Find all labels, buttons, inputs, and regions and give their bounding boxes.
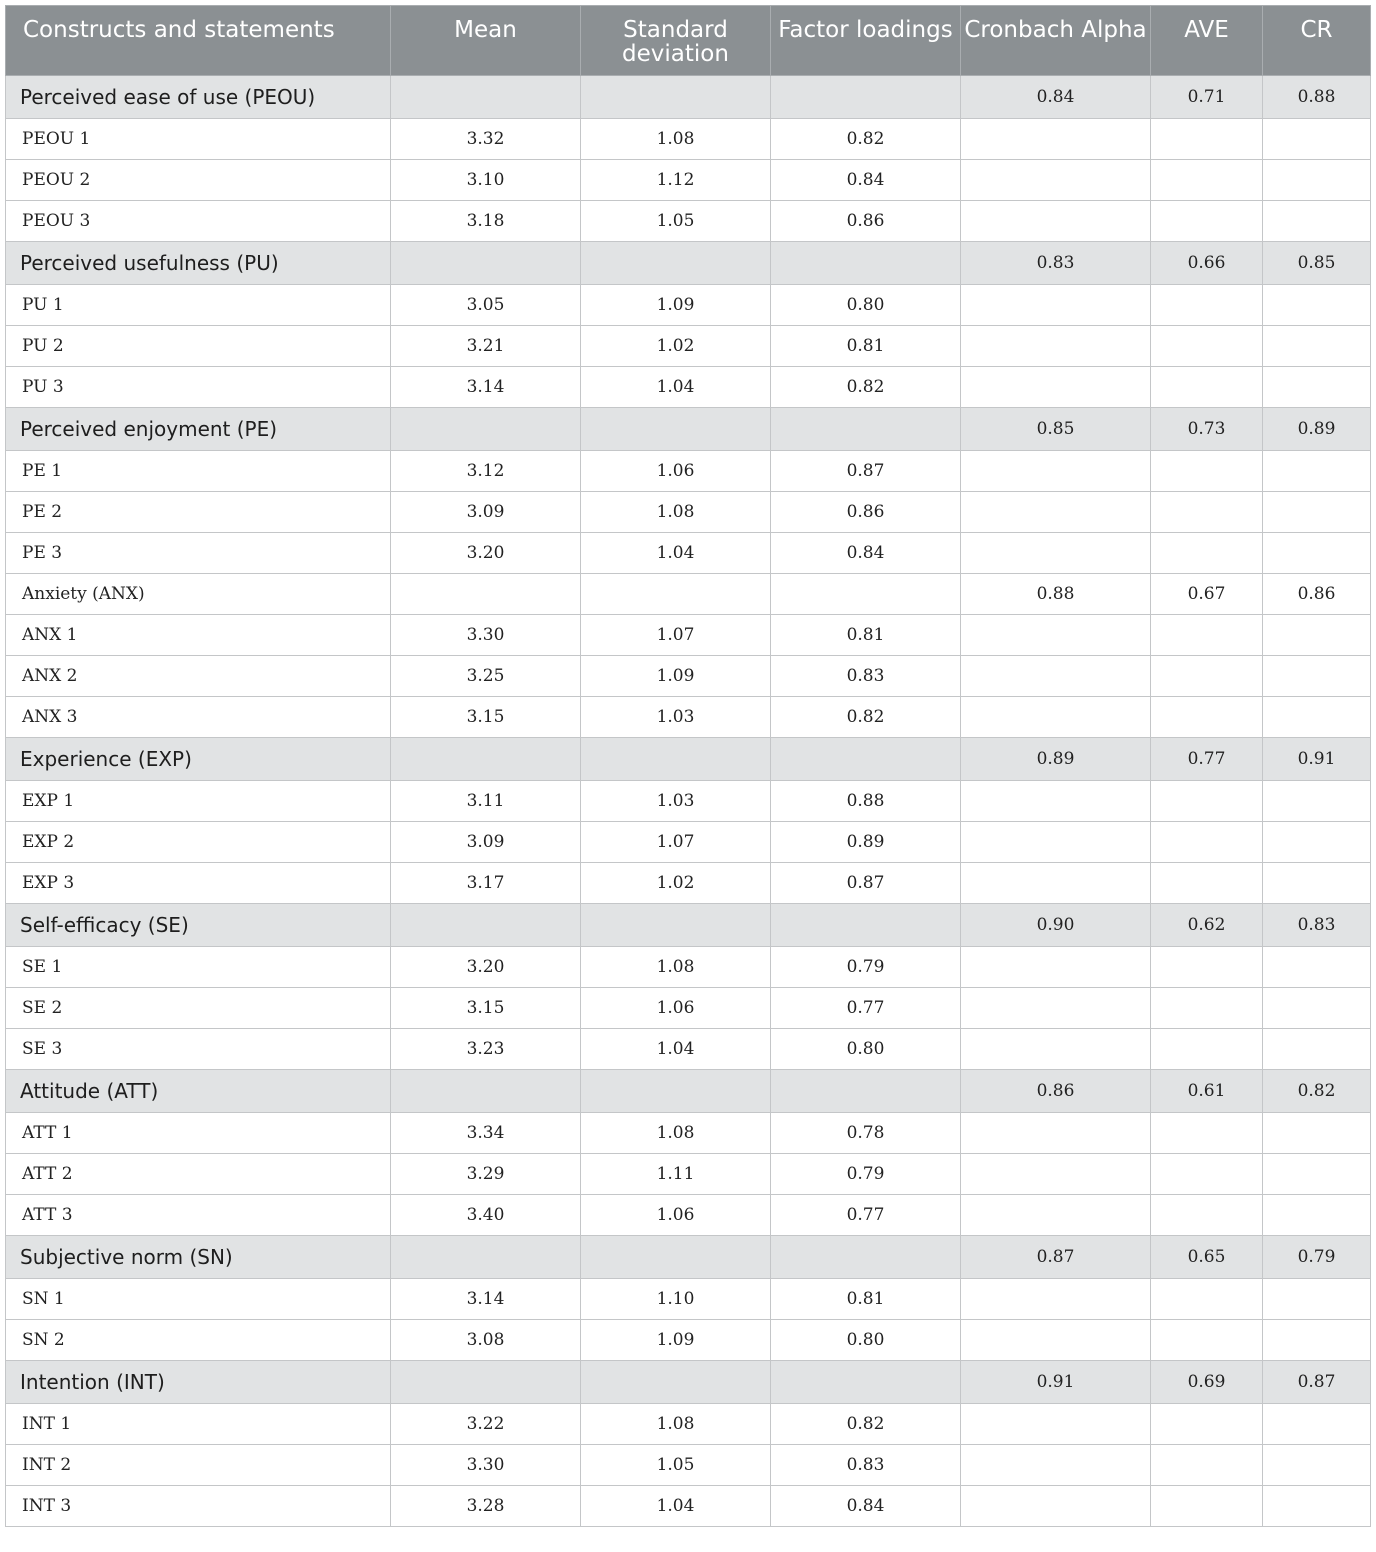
- factor-loading-cell: [771, 1070, 961, 1113]
- ave-cell: [1151, 656, 1263, 697]
- ave-cell: [1151, 367, 1263, 408]
- label-cell: Subjective norm (SN): [6, 1236, 391, 1279]
- sd-cell: 1.08: [581, 119, 771, 160]
- mean-cell: 3.29: [391, 1154, 581, 1195]
- alpha-cell: [961, 822, 1151, 863]
- label-cell: PU 1: [6, 285, 391, 326]
- mean-cell: 3.15: [391, 697, 581, 738]
- label-cell: EXP 3: [6, 863, 391, 904]
- factor-loading-cell: [771, 76, 961, 119]
- cr-cell: [1263, 1029, 1371, 1070]
- label-cell: PE 2: [6, 492, 391, 533]
- alpha-cell: 0.90: [961, 904, 1151, 947]
- alpha-cell: [961, 201, 1151, 242]
- sd-cell: [581, 76, 771, 119]
- factor-loading-cell: 0.83: [771, 656, 961, 697]
- label-cell: INT 3: [6, 1486, 391, 1527]
- alpha-cell: [961, 781, 1151, 822]
- item-row: [6, 119, 1371, 160]
- factor-loading-cell: 0.77: [771, 1195, 961, 1236]
- item-row: [6, 1029, 1371, 1070]
- label-cell: PU 2: [6, 326, 391, 367]
- alpha-cell: [961, 1029, 1151, 1070]
- item-row: [6, 1486, 1371, 1527]
- mean-cell: 3.15: [391, 988, 581, 1029]
- cr-cell: [1263, 988, 1371, 1029]
- label-cell: SE 1: [6, 947, 391, 988]
- mean-cell: 3.21: [391, 326, 581, 367]
- sd-cell: 1.04: [581, 533, 771, 574]
- mean-cell: [391, 574, 581, 615]
- factor-loading-cell: 0.77: [771, 988, 961, 1029]
- sd-cell: 1.06: [581, 451, 771, 492]
- alpha-cell: [961, 988, 1151, 1029]
- label-cell: INT 2: [6, 1445, 391, 1486]
- factor-loading-cell: [771, 242, 961, 285]
- ave-cell: [1151, 863, 1263, 904]
- sd-cell: 1.02: [581, 326, 771, 367]
- alpha-cell: [961, 697, 1151, 738]
- mean-cell: 3.17: [391, 863, 581, 904]
- cr-cell: 0.87: [1263, 1361, 1371, 1404]
- sd-cell: 1.11: [581, 1154, 771, 1195]
- ave-cell: [1151, 1279, 1263, 1320]
- item-row: [6, 326, 1371, 367]
- sd-cell: [581, 242, 771, 285]
- mean-cell: 3.12: [391, 451, 581, 492]
- factor-loading-cell: 0.82: [771, 367, 961, 408]
- header-standard-deviation: Standard deviation: [581, 6, 771, 76]
- ave-cell: [1151, 781, 1263, 822]
- factor-loading-cell: 0.88: [771, 781, 961, 822]
- ave-cell: [1151, 492, 1263, 533]
- constructs-table: [5, 5, 1371, 1527]
- item-row: [6, 988, 1371, 1029]
- factor-loading-cell: 0.81: [771, 326, 961, 367]
- table-body: [6, 76, 1371, 1527]
- label-cell: PEOU 2: [6, 160, 391, 201]
- sd-cell: 1.04: [581, 367, 771, 408]
- sd-cell: [581, 408, 771, 451]
- cr-cell: [1263, 451, 1371, 492]
- mean-cell: [391, 1236, 581, 1279]
- item-row: [6, 697, 1371, 738]
- construct-row: [6, 242, 1371, 285]
- cr-cell: [1263, 1195, 1371, 1236]
- ave-cell: [1151, 947, 1263, 988]
- header-row: [6, 6, 1371, 76]
- item-row: [6, 492, 1371, 533]
- cr-cell: 0.86: [1263, 574, 1371, 615]
- label-cell: Experience (EXP): [6, 738, 391, 781]
- cr-cell: [1263, 201, 1371, 242]
- sd-cell: 1.03: [581, 781, 771, 822]
- item-row: [6, 822, 1371, 863]
- item-row: [6, 201, 1371, 242]
- cr-cell: [1263, 533, 1371, 574]
- item-row: [6, 781, 1371, 822]
- alpha-cell: [961, 1404, 1151, 1445]
- label-cell: SN 2: [6, 1320, 391, 1361]
- ave-cell: 0.73: [1151, 408, 1263, 451]
- alpha-cell: 0.88: [961, 574, 1151, 615]
- cr-cell: 0.89: [1263, 408, 1371, 451]
- cr-cell: [1263, 492, 1371, 533]
- alpha-cell: 0.87: [961, 1236, 1151, 1279]
- cr-cell: [1263, 1113, 1371, 1154]
- factor-loading-cell: 0.86: [771, 201, 961, 242]
- sd-cell: [581, 1070, 771, 1113]
- cr-cell: [1263, 119, 1371, 160]
- ave-cell: 0.66: [1151, 242, 1263, 285]
- alpha-cell: [961, 615, 1151, 656]
- factor-loading-cell: 0.78: [771, 1113, 961, 1154]
- sd-cell: [581, 738, 771, 781]
- ave-cell: [1151, 119, 1263, 160]
- sd-cell: [581, 574, 771, 615]
- sd-cell: 1.07: [581, 822, 771, 863]
- factor-loading-cell: 0.89: [771, 822, 961, 863]
- mean-cell: 3.28: [391, 1486, 581, 1527]
- label-cell: INT 1: [6, 1404, 391, 1445]
- mean-cell: 3.30: [391, 1445, 581, 1486]
- ave-cell: [1151, 201, 1263, 242]
- alpha-cell: [961, 863, 1151, 904]
- sd-cell: 1.08: [581, 1113, 771, 1154]
- item-row: [6, 615, 1371, 656]
- alpha-cell: [961, 119, 1151, 160]
- label-cell: ANX 3: [6, 697, 391, 738]
- alpha-cell: [961, 1445, 1151, 1486]
- cr-cell: 0.82: [1263, 1070, 1371, 1113]
- factor-loading-cell: 0.79: [771, 947, 961, 988]
- factor-loading-cell: 0.84: [771, 1486, 961, 1527]
- alpha-cell: 0.83: [961, 242, 1151, 285]
- cr-cell: [1263, 1320, 1371, 1361]
- sd-cell: 1.06: [581, 988, 771, 1029]
- sd-cell: 1.08: [581, 1404, 771, 1445]
- sd-cell: 1.08: [581, 492, 771, 533]
- factor-loading-cell: 0.82: [771, 697, 961, 738]
- ave-cell: 0.71: [1151, 76, 1263, 119]
- label-cell: PU 3: [6, 367, 391, 408]
- item-row: [6, 1195, 1371, 1236]
- ave-cell: 0.65: [1151, 1236, 1263, 1279]
- construct-row: [6, 1070, 1371, 1113]
- alpha-cell: [961, 285, 1151, 326]
- cr-cell: [1263, 947, 1371, 988]
- alpha-cell: [961, 947, 1151, 988]
- alpha-cell: [961, 451, 1151, 492]
- mean-cell: [391, 1070, 581, 1113]
- ave-cell: 0.61: [1151, 1070, 1263, 1113]
- item-row: [6, 1279, 1371, 1320]
- construct-row: [6, 1361, 1371, 1404]
- factor-loading-cell: 0.87: [771, 451, 961, 492]
- cr-cell: 0.85: [1263, 242, 1371, 285]
- cr-cell: [1263, 1279, 1371, 1320]
- ave-cell: [1151, 822, 1263, 863]
- item-row: [6, 1404, 1371, 1445]
- sd-cell: 1.08: [581, 947, 771, 988]
- alpha-cell: 0.84: [961, 76, 1151, 119]
- mean-cell: 3.14: [391, 367, 581, 408]
- label-cell: PEOU 1: [6, 119, 391, 160]
- item-row: [6, 1154, 1371, 1195]
- ave-cell: 0.62: [1151, 904, 1263, 947]
- cr-cell: [1263, 1154, 1371, 1195]
- ave-cell: [1151, 1445, 1263, 1486]
- cr-cell: [1263, 781, 1371, 822]
- construct-row: [6, 574, 1371, 615]
- item-row: [6, 656, 1371, 697]
- sd-cell: 1.12: [581, 160, 771, 201]
- mean-cell: 3.34: [391, 1113, 581, 1154]
- factor-loading-cell: 0.83: [771, 1445, 961, 1486]
- cr-cell: [1263, 1486, 1371, 1527]
- label-cell: Perceived ease of use (PEOU): [6, 76, 391, 119]
- factor-loading-cell: [771, 1361, 961, 1404]
- item-row: [6, 533, 1371, 574]
- sd-cell: 1.06: [581, 1195, 771, 1236]
- ave-cell: [1151, 1320, 1263, 1361]
- ave-cell: [1151, 1195, 1263, 1236]
- item-row: [6, 367, 1371, 408]
- header-constructs: Constructs and statements: [6, 6, 391, 76]
- sd-cell: 1.07: [581, 615, 771, 656]
- mean-cell: 3.32: [391, 119, 581, 160]
- factor-loading-cell: 0.84: [771, 160, 961, 201]
- construct-row: [6, 1236, 1371, 1279]
- cr-cell: 0.83: [1263, 904, 1371, 947]
- sd-cell: [581, 1236, 771, 1279]
- mean-cell: 3.05: [391, 285, 581, 326]
- mean-cell: [391, 738, 581, 781]
- mean-cell: 3.09: [391, 492, 581, 533]
- mean-cell: 3.22: [391, 1404, 581, 1445]
- sd-cell: 1.09: [581, 285, 771, 326]
- mean-cell: 3.20: [391, 533, 581, 574]
- label-cell: PEOU 3: [6, 201, 391, 242]
- construct-row: [6, 408, 1371, 451]
- factor-loading-cell: [771, 738, 961, 781]
- cr-cell: [1263, 1404, 1371, 1445]
- factor-loading-cell: 0.80: [771, 1029, 961, 1070]
- alpha-cell: [961, 1113, 1151, 1154]
- item-row: [6, 1445, 1371, 1486]
- alpha-cell: [961, 656, 1151, 697]
- ave-cell: [1151, 697, 1263, 738]
- sd-cell: 1.02: [581, 863, 771, 904]
- construct-row: [6, 738, 1371, 781]
- alpha-cell: [961, 533, 1151, 574]
- mean-cell: 3.08: [391, 1320, 581, 1361]
- label-cell: EXP 1: [6, 781, 391, 822]
- ave-cell: 0.77: [1151, 738, 1263, 781]
- header-cronbach-alpha: Cronbach Alpha: [961, 6, 1151, 76]
- factor-loading-cell: 0.79: [771, 1154, 961, 1195]
- cr-cell: [1263, 1445, 1371, 1486]
- factor-loading-cell: [771, 904, 961, 947]
- mean-cell: 3.18: [391, 201, 581, 242]
- label-cell: Attitude (ATT): [6, 1070, 391, 1113]
- mean-cell: [391, 1361, 581, 1404]
- mean-cell: 3.14: [391, 1279, 581, 1320]
- alpha-cell: [961, 492, 1151, 533]
- factor-loading-cell: 0.82: [771, 119, 961, 160]
- mean-cell: [391, 76, 581, 119]
- label-cell: EXP 2: [6, 822, 391, 863]
- sd-cell: 1.05: [581, 1445, 771, 1486]
- sd-cell: 1.03: [581, 697, 771, 738]
- ave-cell: [1151, 1029, 1263, 1070]
- mean-cell: 3.40: [391, 1195, 581, 1236]
- alpha-cell: [961, 367, 1151, 408]
- ave-cell: 0.67: [1151, 574, 1263, 615]
- ave-cell: [1151, 326, 1263, 367]
- mean-cell: 3.11: [391, 781, 581, 822]
- sd-cell: [581, 904, 771, 947]
- item-row: [6, 285, 1371, 326]
- label-cell: SE 3: [6, 1029, 391, 1070]
- label-cell: ATT 3: [6, 1195, 391, 1236]
- table-container: [5, 5, 1371, 1527]
- cr-cell: [1263, 160, 1371, 201]
- alpha-cell: 0.91: [961, 1361, 1151, 1404]
- ave-cell: [1151, 451, 1263, 492]
- factor-loading-cell: 0.81: [771, 615, 961, 656]
- sd-cell: [581, 1361, 771, 1404]
- factor-loading-cell: 0.80: [771, 1320, 961, 1361]
- label-cell: Self-efficacy (SE): [6, 904, 391, 947]
- factor-loading-cell: 0.84: [771, 533, 961, 574]
- alpha-cell: [961, 1279, 1151, 1320]
- header-factor-loadings: Factor loadings: [771, 6, 961, 76]
- factor-loading-cell: [771, 1236, 961, 1279]
- mean-cell: 3.20: [391, 947, 581, 988]
- item-row: [6, 947, 1371, 988]
- factor-loading-cell: 0.87: [771, 863, 961, 904]
- ave-cell: [1151, 160, 1263, 201]
- cr-cell: 0.91: [1263, 738, 1371, 781]
- ave-cell: [1151, 615, 1263, 656]
- cr-cell: [1263, 822, 1371, 863]
- mean-cell: [391, 408, 581, 451]
- factor-loading-cell: 0.80: [771, 285, 961, 326]
- factor-loading-cell: 0.82: [771, 1404, 961, 1445]
- alpha-cell: [961, 1154, 1151, 1195]
- cr-cell: [1263, 326, 1371, 367]
- alpha-cell: [961, 1195, 1151, 1236]
- construct-row: [6, 76, 1371, 119]
- label-cell: Intention (INT): [6, 1361, 391, 1404]
- item-row: [6, 1320, 1371, 1361]
- cr-cell: 0.88: [1263, 76, 1371, 119]
- factor-loading-cell: [771, 574, 961, 615]
- cr-cell: [1263, 863, 1371, 904]
- sd-cell: 1.09: [581, 656, 771, 697]
- ave-cell: [1151, 988, 1263, 1029]
- alpha-cell: 0.89: [961, 738, 1151, 781]
- ave-cell: [1151, 1404, 1263, 1445]
- ave-cell: [1151, 285, 1263, 326]
- factor-loading-cell: 0.86: [771, 492, 961, 533]
- sd-cell: 1.09: [581, 1320, 771, 1361]
- mean-cell: [391, 904, 581, 947]
- alpha-cell: [961, 160, 1151, 201]
- mean-cell: 3.09: [391, 822, 581, 863]
- mean-cell: 3.25: [391, 656, 581, 697]
- label-cell: PE 3: [6, 533, 391, 574]
- mean-cell: 3.10: [391, 160, 581, 201]
- label-cell: ANX 1: [6, 615, 391, 656]
- alpha-cell: 0.85: [961, 408, 1151, 451]
- header-cr: CR: [1263, 6, 1371, 76]
- label-cell: Perceived enjoyment (PE): [6, 408, 391, 451]
- item-row: [6, 451, 1371, 492]
- label-cell: SE 2: [6, 988, 391, 1029]
- label-cell: SN 1: [6, 1279, 391, 1320]
- header-ave: AVE: [1151, 6, 1263, 76]
- label-cell: Anxiety (ANX): [6, 574, 391, 615]
- mean-cell: [391, 242, 581, 285]
- mean-cell: 3.23: [391, 1029, 581, 1070]
- ave-cell: [1151, 1113, 1263, 1154]
- ave-cell: 0.69: [1151, 1361, 1263, 1404]
- mean-cell: 3.30: [391, 615, 581, 656]
- ave-cell: [1151, 1486, 1263, 1527]
- label-cell: ANX 2: [6, 656, 391, 697]
- cr-cell: 0.79: [1263, 1236, 1371, 1279]
- sd-cell: 1.05: [581, 201, 771, 242]
- cr-cell: [1263, 367, 1371, 408]
- item-row: [6, 160, 1371, 201]
- item-row: [6, 1113, 1371, 1154]
- cr-cell: [1263, 697, 1371, 738]
- factor-loading-cell: [771, 408, 961, 451]
- ave-cell: [1151, 533, 1263, 574]
- sd-cell: 1.10: [581, 1279, 771, 1320]
- sd-cell: 1.04: [581, 1029, 771, 1070]
- cr-cell: [1263, 285, 1371, 326]
- label-cell: ATT 1: [6, 1113, 391, 1154]
- ave-cell: [1151, 1154, 1263, 1195]
- sd-cell: 1.04: [581, 1486, 771, 1527]
- alpha-cell: [961, 1320, 1151, 1361]
- label-cell: PE 1: [6, 451, 391, 492]
- construct-row: [6, 904, 1371, 947]
- label-cell: ATT 2: [6, 1154, 391, 1195]
- alpha-cell: 0.86: [961, 1070, 1151, 1113]
- header-mean: Mean: [391, 6, 581, 76]
- alpha-cell: [961, 1486, 1151, 1527]
- item-row: [6, 863, 1371, 904]
- label-cell: Perceived usefulness (PU): [6, 242, 391, 285]
- factor-loading-cell: 0.81: [771, 1279, 961, 1320]
- alpha-cell: [961, 326, 1151, 367]
- cr-cell: [1263, 615, 1371, 656]
- cr-cell: [1263, 656, 1371, 697]
